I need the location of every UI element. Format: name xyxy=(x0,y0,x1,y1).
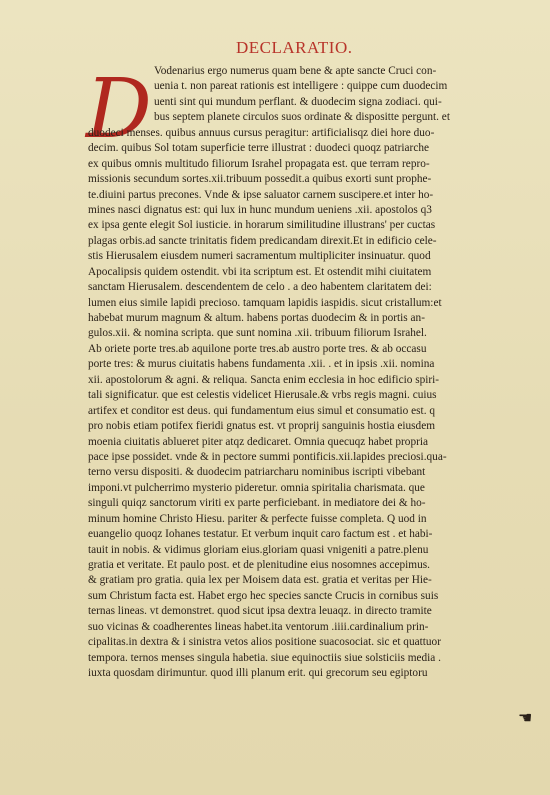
text-line: singuli quiqz sanctorum viriti ex parte perficiebant. in mediatore dei & ho- xyxy=(88,497,426,510)
text-line: Vodenarius ergo numerus quam bene & apte sancte Cruci con- xyxy=(154,65,437,77)
text-line: ternas lineas. vt demonstret. quod sicut ipsa dextra leuaqz. in directo tramite xyxy=(88,605,432,618)
body-text xyxy=(88,64,520,682)
text-line: te.diuini partus precones. Vnde & ipse saluator carnem suscipere.et inter ho- xyxy=(88,188,434,201)
text-line: euangelio quoqz Iohanes testatur. Et verbum inquit caro factum est . et habi- xyxy=(88,528,433,541)
text-line: gulos.xii. & nomina scripta. que sunt nomina .xii. tribuum filiorum Israhel. xyxy=(88,327,427,340)
text-line: duodeci menses. quibus annuus cursus peragitur: artificialisqz diei hore duo- xyxy=(88,126,435,139)
text-line: moenia ciuitatis ablueret piter atqz dedicaret. Omnia quecuqz habet propria xyxy=(88,435,429,448)
text-line: terno versu dispositi. & duodecim patriarcharu nominibus iscripti vibebant xyxy=(88,466,426,479)
text-line: & gratiam pro gratia. quia lex per Moisem data est. gratia et veritas per Hie- xyxy=(88,574,432,587)
text-line: Apocalipsis quidem ostendit. vbi ita scriptum est. Et ostendit mihi ciuitatem xyxy=(88,265,432,278)
text-line: bus septem planete circulos suos ordinate & dispositte pergunt. et xyxy=(154,111,450,124)
text-line: lumen eius simile lapidi precioso. tamquam lapidis iaspidis. sicut cristallum:et xyxy=(88,296,442,309)
section-heading: DECLARATIO. xyxy=(236,38,353,57)
text-line: xii. apostolorum & agni. & reliqua. Sancta enim ecclesia in hoc edificio spiri- xyxy=(88,373,440,386)
text-line: mines nasci dignatus est: qui lux in hunc mundum ueniens .xii. apostolos q3 xyxy=(88,203,432,216)
text-line: imponi.vt pulcherrimo mysterio pideretur. omnia spiritalia charismata. que xyxy=(88,481,425,494)
text-line: pace ipse possidet. vnde & in pectore summi pontificis.xii.lapides preciosi.qua- xyxy=(88,450,447,463)
text-line: artifex et conditor est deus. qui fundamentum eius simul et consumatio est. q xyxy=(88,404,435,417)
text-line: uenia t. non pareat rationis est intelligere : quippe cum duodecim xyxy=(154,80,448,93)
text-line: tali significatur. que est celestis videlicet Hierusale.& vrbs regis magni. cuius xyxy=(88,389,437,402)
text-line: uenti sint qui mundum perflant. & duodecim signa zodiaci. qui- xyxy=(154,95,442,108)
text-line: suo vicinas & coadherentes lineas habet.ita ventorum .iiii.cardinalium prin- xyxy=(88,620,429,633)
text-line: tempora. ternos menses singula habetia. siue equinoctiis siue solsticiis media . xyxy=(88,651,441,664)
text-line: ex ipsa gente elegit Sol iusticie. in horarum similitudine illustrans' per cuctas xyxy=(88,219,436,232)
text-line: stis Hierusalem eiusdem numeri sacramentum multipliciter insinuatur. quod xyxy=(88,250,431,263)
text-line: pro nobis etiam potifex fieridi gnatus est. vt proprij sanguinis hostia eiusdem xyxy=(88,420,436,433)
text-line: tauit in nobis. & vidimus gloriam eius.gloriam quasi vnigeniti a patre.plenu xyxy=(88,543,429,556)
decorated-initial: D xyxy=(86,62,152,157)
text-line: Ab oriete porte tres.ab aquilone porte tres.ab austro porte tres. & ab occasu xyxy=(88,342,427,355)
text-line: decim. quibus Sol totam superficie terre illustrat : duodeci quoqz patriarche xyxy=(88,142,429,155)
text-line: plagas orbis.ad sancte trinitatis fidem predicandam direxit.Et in edificio cele- xyxy=(88,234,437,247)
text-line: habebat murum magnum & altum. habens portas duodecim & in portis an- xyxy=(88,312,425,324)
text-line: cipalitas.in dextra & i sinistra vetos alios positione suacosociat. sic et quattuor xyxy=(88,636,441,649)
text-line: porte tres: & murus ciuitatis habens fundamenta .xii. . et in ipsis .xii. nomina xyxy=(88,358,435,371)
text-line: missionis secundum sortes.xii.tribuum possedit.a quibus exorti sunt prophe- xyxy=(88,173,432,186)
text-line: ex quibus omnis multitudo filiorum Israhel propagata est. que terram repro- xyxy=(88,157,430,170)
text-line: gratia et veritate. Et paulo post. et de plenitudine eius nosomnes accepimus. xyxy=(88,559,430,571)
pointing-hand-icon: ☚ xyxy=(518,710,533,727)
text-line: minum homine Christo Hiesu. pariter & perfecte fuisse completa. Q uod in xyxy=(88,512,427,525)
text-line: sanctam Hierusalem. descendentem de celo . a deo habentem claritatem dei: xyxy=(88,281,432,294)
text-line: iuxta quosdam dirimuntur. quod illi planum erit. qui grecorum seu egiptoru xyxy=(88,667,428,680)
text-line: sum Christum facta est. Habet ergo hec species sancte Crucis in cornibus suis xyxy=(88,589,439,602)
